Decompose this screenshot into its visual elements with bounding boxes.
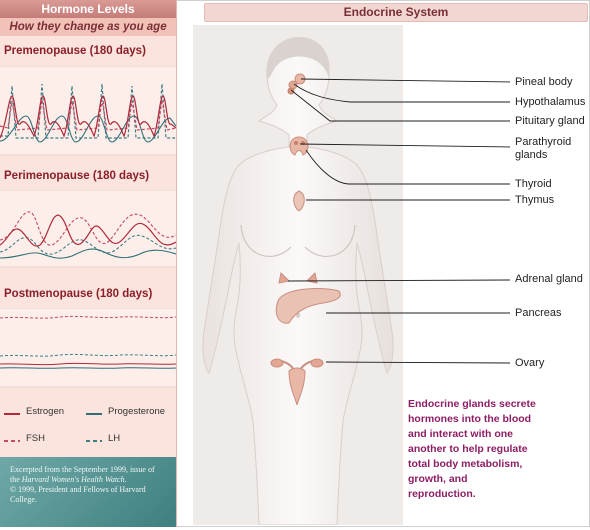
pituitary-gland (288, 88, 294, 94)
legend-fsh: FSH (26, 433, 45, 444)
endocrine-system-title: Endocrine System (204, 3, 588, 22)
body-illustration (193, 25, 403, 525)
legend-progesterone: Progesterone (108, 406, 166, 417)
legend-lh: LH (108, 433, 121, 444)
hormone-levels-subtitle: How they change as you age (0, 18, 176, 36)
postmenopause-label: Postmenopause (180 days) (4, 288, 153, 300)
premenopause-lh-curve (0, 84, 176, 138)
parathyroid-glands (294, 141, 298, 145)
postmenopause-progesterone-curve (0, 368, 176, 369)
progesterone-swatch (86, 413, 102, 415)
credit-publication: Harvard Women's Health Watch (21, 475, 125, 484)
label-pineal-body: Pineal body (515, 76, 573, 88)
body-illustration-panel (193, 25, 403, 525)
hormone-levels-title: Hormone Levels (0, 0, 176, 18)
premenopause-fsh-curve (0, 100, 176, 130)
credit-line-4: College. (10, 495, 37, 504)
credit-line-2 (10, 475, 166, 485)
fsh-swatch (4, 440, 20, 442)
endocrine-description: Endocrine glands secrete hormones into the blood and interact with one another to help regulate total body metabolism, growth, and reproduction. (408, 398, 536, 500)
legend-estrogen: Estrogen (26, 406, 65, 417)
premenopause-plot (0, 66, 176, 156)
label-hypothalamus: Hypothalamus (515, 96, 586, 108)
premenopause-estrogen-curve (0, 96, 176, 138)
credit-line-1: Excerpted from the September 1999, issue of (10, 465, 155, 474)
credit-line-2-suffix: . (124, 475, 127, 484)
label-parathyroid-glands: Parathyroid glands (515, 136, 572, 161)
label-thymus: Thymus (515, 194, 555, 206)
credit-box (0, 457, 176, 527)
label-thyroid: Thyroid (515, 178, 552, 190)
perimenopause-label: Perimenopause (180 days) (4, 170, 150, 182)
ovary-right (311, 359, 323, 367)
postmenopause-plot (0, 308, 176, 388)
body-silhouette (203, 39, 393, 525)
ovary-left (271, 359, 283, 367)
postmenopause-estrogen-curve (0, 363, 176, 364)
credit-line-3: © 1999, President and Fellows of Harvard (10, 485, 146, 494)
credit-line-2-prefix: the (10, 475, 22, 484)
postmenopause-lh-curve (0, 354, 176, 356)
premenopause-label: Premenopause (180 days) (4, 45, 146, 57)
perimenopause-progesterone-curve (0, 249, 176, 258)
estrogen-swatch (4, 413, 20, 415)
label-pancreas: Pancreas (515, 307, 562, 319)
perimenopause-fsh-curve (0, 212, 176, 245)
perimenopause-estrogen-curve (0, 215, 176, 246)
postmenopause-fsh-curve (0, 316, 176, 318)
label-ovary: Ovary (515, 357, 545, 369)
perimenopause-plot (0, 190, 176, 268)
hormone-levels-panel (0, 0, 177, 527)
lh-swatch (86, 440, 102, 442)
label-pituitary-gland: Pituitary gland (515, 115, 585, 127)
label-adrenal-gland: Adrenal gland (515, 273, 583, 285)
